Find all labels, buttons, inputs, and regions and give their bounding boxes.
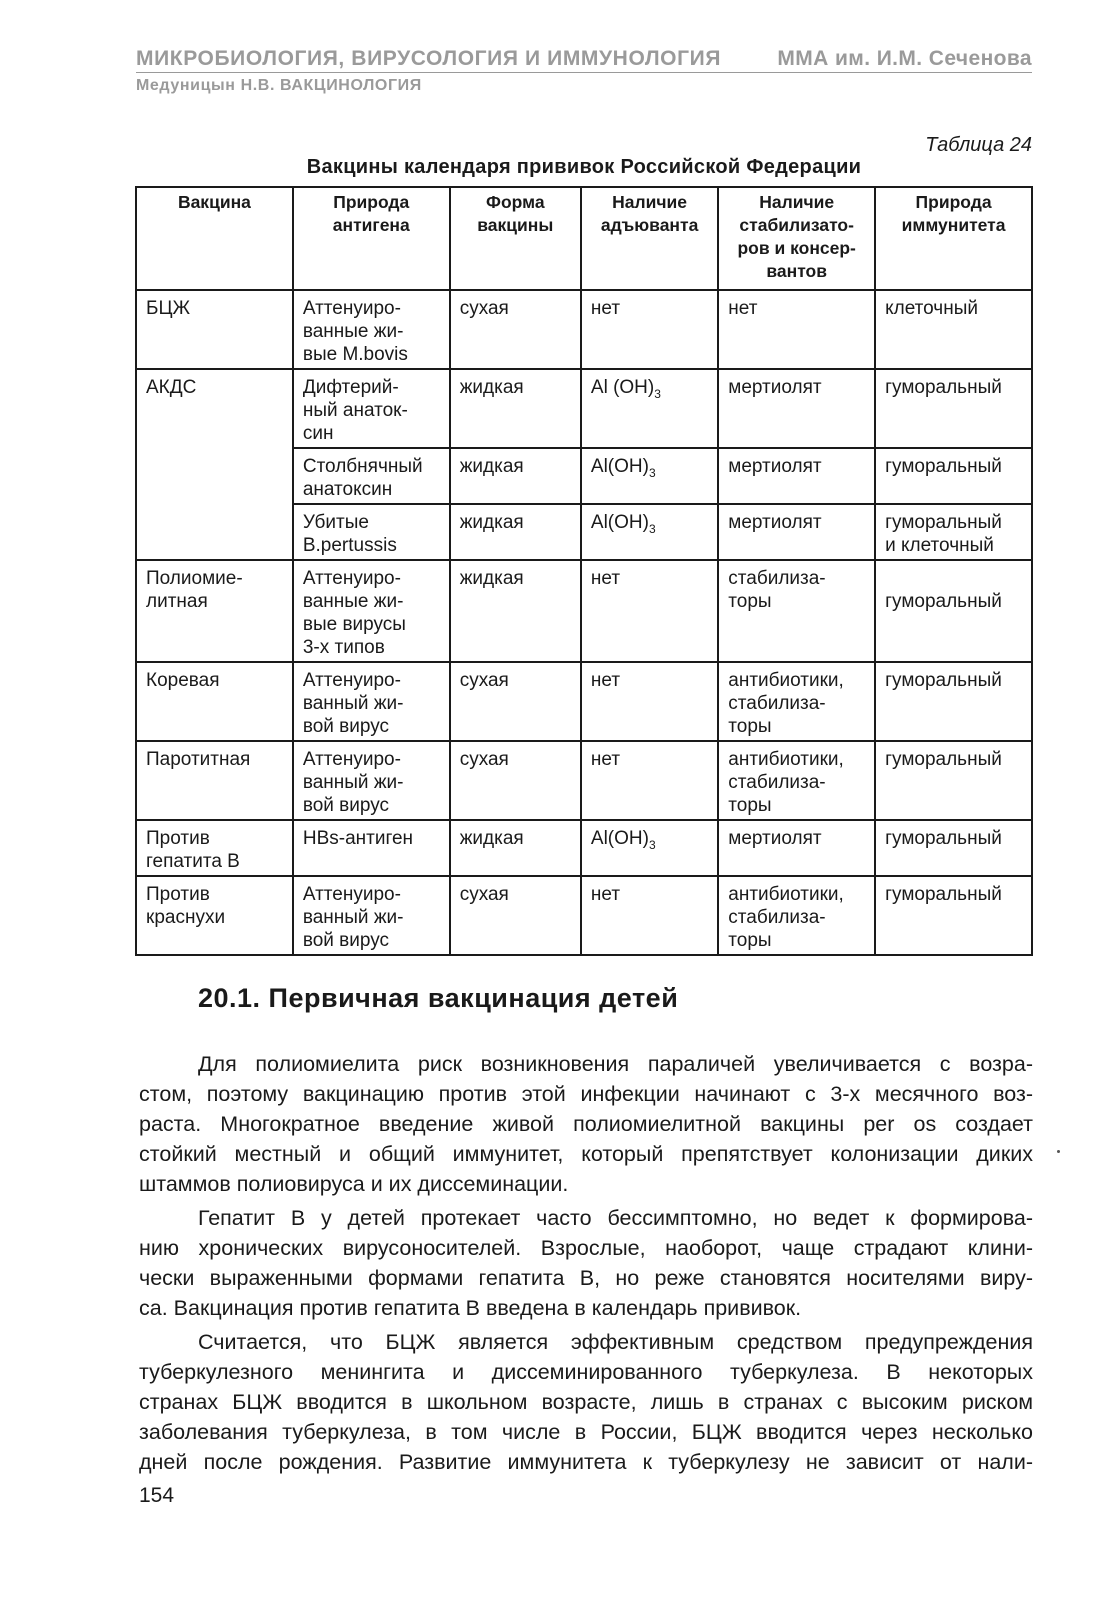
cell-antigen: Столбнячный анатоксин [293,448,450,504]
cell-form: жидкая [450,504,581,560]
cell-stabilizer: мертиолят [718,504,875,560]
cell-vaccine: Коревая [136,662,293,741]
scan-speck [1057,1150,1060,1153]
col-header-antigen: Природа антигена [293,187,450,290]
book-title: МИКРОБИОЛОГИЯ, ВИРУСОЛОГИЯ И ИММУНОЛОГИЯ [136,47,722,70]
cell-immunity: гуморальный [875,741,1032,820]
cell-adjuvant: нет [581,662,718,741]
cell-form: жидкая [450,820,581,876]
cell-immunity: гуморальный [875,560,1032,662]
table-row [136,369,1032,448]
cell-antigen: Аттенуиро- ванные жи- вые M.bovis [293,290,450,369]
col-header-form: Форма вакцины [450,187,581,290]
table-row [136,741,1032,820]
cell-stabilizer: антибиотики, стабилиза- торы [718,662,875,741]
cell-immunity: гуморальный [875,876,1032,955]
cell-immunity: клеточный [875,290,1032,369]
col-header-stabilizers: Наличие стабилизато- ров и консер- вантов [718,187,875,290]
cell-vaccine: БЦЖ [136,290,293,369]
cell-adjuvant: нет [581,290,718,369]
cell-vaccine: Против краснухи [136,876,293,955]
table-header-row [136,187,1032,290]
vaccine-table [135,186,1033,956]
cell-antigen: Аттенуиро- ванный жи- вой вирус [293,876,450,955]
cell-antigen: Аттенуиро- ванные жи- вые вирусы 3-х типов [293,560,450,662]
table-label: Таблица 24 [925,134,1032,156]
cell-immunity: гуморальный [875,369,1032,448]
cell-adjuvant: $Al(OH)_3$ [581,448,718,504]
section-heading: 20.1. Первичная вакцинация детей [198,983,679,1013]
cell-adjuvant: Al $(OH)_3$ [581,369,718,448]
paragraph: Гепатит В у детей протекает часто бессимптомно, но ведет к формирова- нию хронических вирусоносителей. Взрослые, наоборот, чаще страдают клини- чески выраженными формами гепатита В, но реже становятся носителями виру- са. Вакцинация против гепатита В введена в календарь прививок. [139,1205,1033,1321]
cell-stabilizer: мертиолят [718,820,875,876]
cell-immunity: гуморальный [875,662,1032,741]
author-book: Медуницын Н.В. ВАКЦИНОЛОГИЯ [136,77,422,94]
publisher: ММА им. И.М. Сеченова [777,47,1032,70]
cell-form: сухая [450,876,581,955]
cell-stabilizer: мертиолят [718,369,875,448]
cell-form: сухая [450,662,581,741]
cell-immunity: гуморальный [875,820,1032,876]
paragraph: Для полиомиелита риск возникновения параличей увеличивается с возра- стом, поэтому вакцинацию против этой инфекции начинают с 3-х месячного воз- раста. Многократное введение живой полиомиелитной вакцины per os создает стойкий местный и общий иммунитет, который препятствует колонизации диких штаммов полиовируса и их диссеминации. [139,1052,1033,1197]
cell-antigen: Убитые B.pertussis [293,504,450,560]
table-title: Вакцины календаря прививок Российской Федерации [306,156,862,178]
table-row [136,290,1032,369]
cell-adjuvant: $Al(OH)_3$ [581,820,718,876]
cell-adjuvant: нет [581,876,718,955]
cell-vaccine: Против гепатита В [136,820,293,876]
cell-vaccine: АКДС [136,369,293,560]
cell-form: сухая [450,290,581,369]
cell-stabilizer: мертиолят [718,448,875,504]
cell-adjuvant: $Al(OH)_3$ [581,504,718,560]
cell-form: жидкая [450,448,581,504]
cell-stabilizer: антибиотики, стабилиза- торы [718,876,875,955]
col-header-adjuvant: Наличие адъюванта [581,187,718,290]
table-row [136,876,1032,955]
cell-antigen: Аттенуиро- ванный жи- вой вирус [293,741,450,820]
cell-antigen: Дифтерий- ный анаток- син [293,369,450,448]
cell-vaccine: Полиомие- литная [136,560,293,662]
cell-adjuvant: нет [581,560,718,662]
paragraph: Считается, что БЦЖ является эффективным средством предупреждения туберкулезного менингита и диссеминированного туберкулеза. В некоторых странах БЦЖ вводится в школьном возрасте, лишь в странах с высоким риском заболевания туберкулеза, в том числе в России, БЦЖ вводится через несколько дней после рождения. Развитие иммунитета к туберкулезу не зависит от нали- [139,1329,1033,1475]
cell-vaccine: Паротитная [136,741,293,820]
table-row [136,560,1032,662]
cell-stabilizer: стабилиза- торы [718,560,875,662]
cell-immunity: гуморальный [875,448,1032,504]
cell-form: сухая [450,741,581,820]
col-header-immunity: Природа иммунитета [875,187,1032,290]
cell-antigen: Аттенуиро- ванный жи- вой вирус [293,662,450,741]
col-header-vaccine: Вакцина [136,187,293,290]
table-row [136,820,1032,876]
running-header [136,47,1032,73]
cell-stabilizer: нет [718,290,875,369]
cell-adjuvant: нет [581,741,718,820]
page-number: 154 [139,1484,175,1507]
cell-stabilizer: антибиотики, стабилиза- торы [718,741,875,820]
cell-immunity: гуморальный и клеточный [875,504,1032,560]
section-body [139,1049,1033,1481]
table-row [136,662,1032,741]
cell-form: жидкая [450,369,581,448]
cell-antigen: HBs-антиген [293,820,450,876]
cell-form: жидкая [450,560,581,662]
